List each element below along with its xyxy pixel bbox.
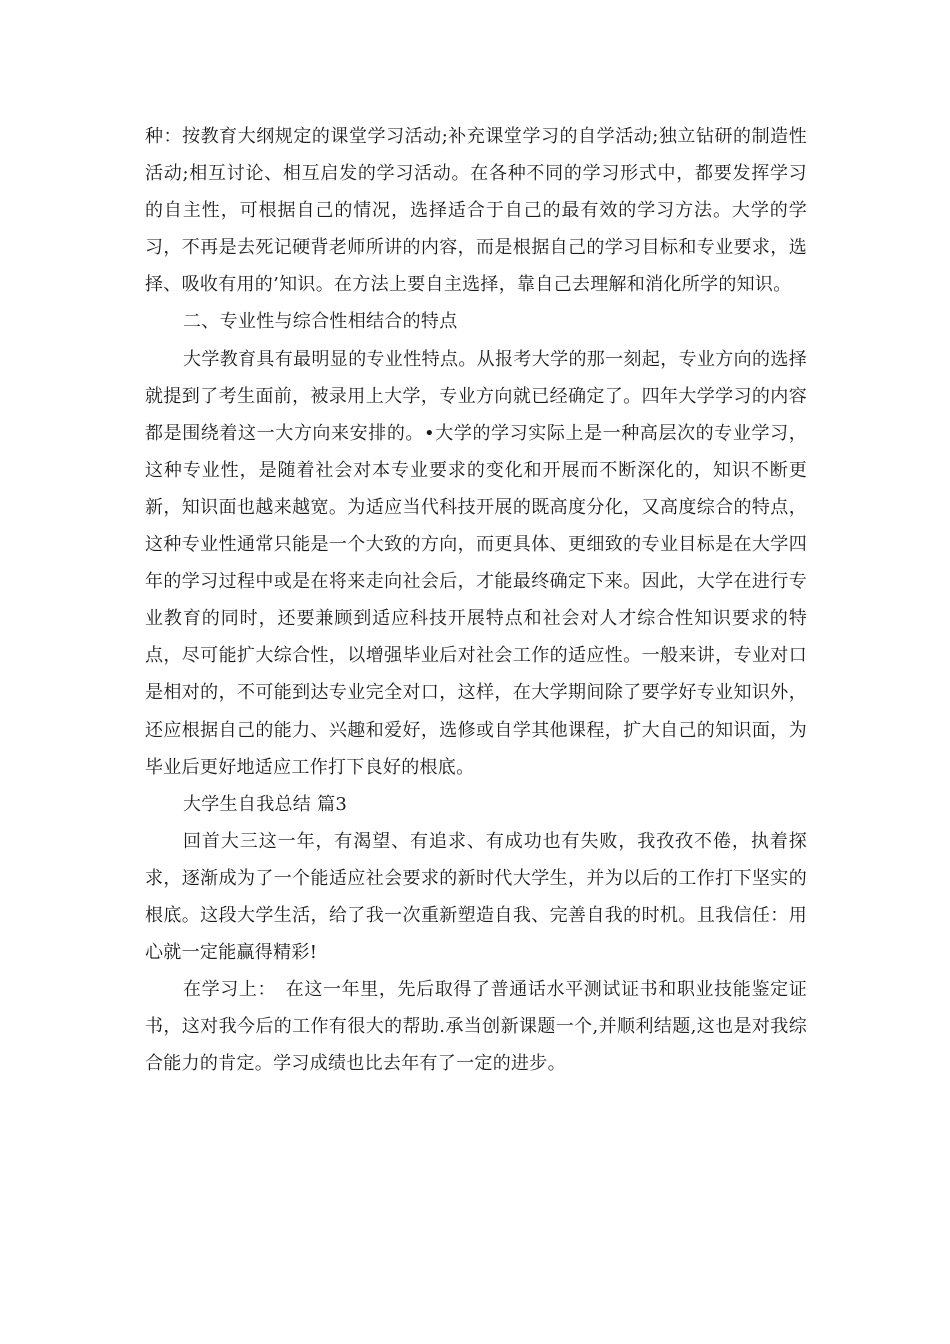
document-body <box>145 118 807 1082</box>
paragraph-junior-year-review: 回首大三这一年，有渴望、有追求、有成功也有失败，我孜孜不倦，执着探求，逐渐成为了一个能适应社会要求的新时代大学生，并为以后的工作打下坚实的根底。这段大学生活，给了我一次重新塑造自我、完善自我的时机。且我信任：用心就一定能赢得精彩! <box>145 830 807 964</box>
paragraph-study-achievements: 在学习上： 在这一年里，先后取得了普通话水平测试证书和职业技能鉴定证书，这对我今后的工作有很大的帮助.承当创新课题一个,并顺利结题,这也是对我综合能力的肯定。学习成绩也比去年有了一定的进步。 <box>145 979 807 1075</box>
paragraph-specialization: 大学教育具有最明显的专业性特点。从报考大学的那一刻起，专业方向的选择就提到了考生面前，被录用上大学，专业方向就已经确定了。四年大学学习的内容都是围绕着这一大方向来安排的。•大学的学习实际上是一种高层次的专业学习，这种专业性，是随着社会对本专业要求的变化和开展而不断深化的，知识不断更新，知识面也越来越宽。为适应当代科技开展的既高度分化，又高度综合的特点，这种专业性通常只能是一个大致的方向，而更具体、更细致的专业目标是在大学四年的学习过程中或是在将来走向社会后，才能最终确定下来。因此，大学在进行专业教育的同时，还要兼顾到适应科技开展特点和社会对人才综合性知识要求的特点，尽可能扩大综合性，以增强毕业后对社会工作的适应性。一般来讲，专业对口是相对的，不可能到达专业完全对口，这样，在大学期间除了要学好专业知识外，还应根据自己的能力、兴趣和爱好，选修或自学其他课程，扩大自己的知识面，为毕业后更好地适应工作打下良好的根底。 <box>145 348 807 778</box>
section-heading-summary-3: 大学生自我总结 篇3 <box>183 793 348 815</box>
paragraph-learning-methods: 种：按教育大纲规定的课堂学习活动;补充课堂学习的自学活动;独立钻研的制造性活动;相互讨论、相互启发的学习活动。在各种不同的学习形式中，都要发挥学习的自主性，可根据自己的情况，选择适合于自己的最有效的学习方法。大学的学习，不再是去死记硬背老师所讲的内容，而是根据自己的学习目标和专业要求，选择、吸收有用的’知识。在方法上要自主选择，靠自己去理解和消化所学的知识。 <box>145 126 807 296</box>
section-heading-specialization: 二、专业性与综合性相结合的特点 <box>183 311 458 333</box>
